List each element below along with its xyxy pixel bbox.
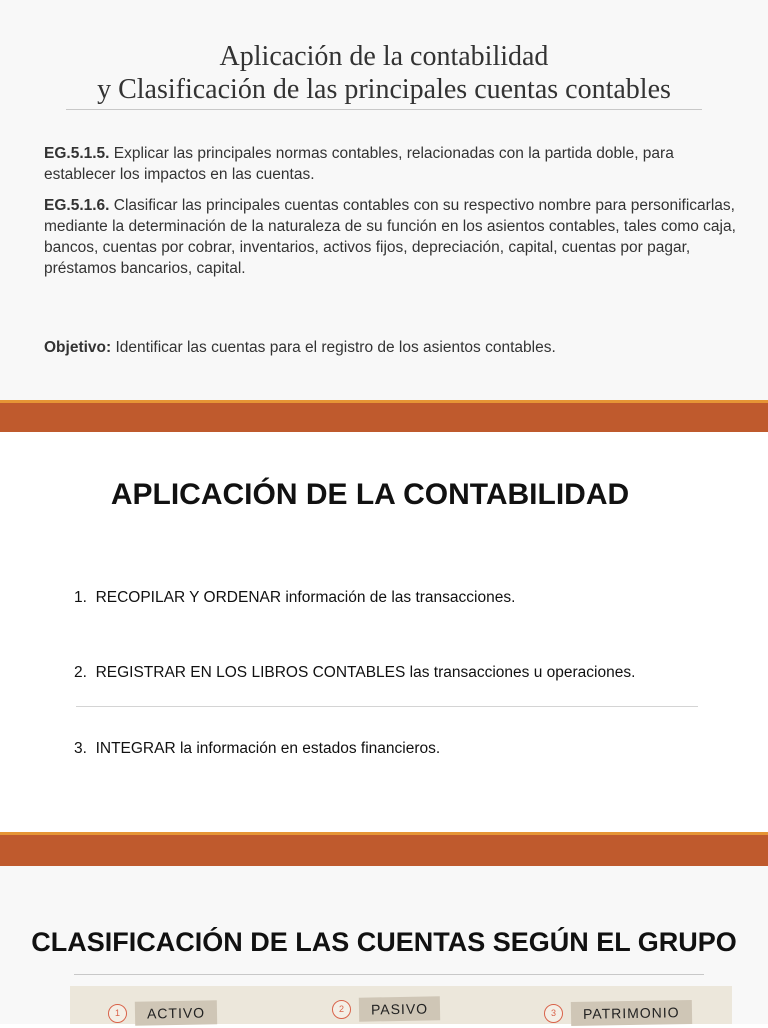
eg-515-code: EG.5.1.5. bbox=[44, 145, 110, 162]
step-item bbox=[74, 739, 440, 759]
step-number: 1. bbox=[74, 589, 87, 606]
slide-3-title: CLASIFICACIÓN DE LAS CUENTAS SEGÚN EL GRUPO bbox=[31, 927, 737, 957]
step-keyword: INTEGRAR bbox=[95, 740, 176, 757]
step-item bbox=[74, 588, 515, 608]
eg-516-text: Clasificar las principales cuentas contables con su respectivo nombre para personificarlas, mediante la determinación de la naturaleza de su función en los asientos contables, tales como caja, bancos, cuentas por cobrar, inventarios, activos fijos, depreciación, capital, cuentas por pagar, préstamos bancarios, capital. bbox=[44, 197, 736, 277]
step-text: información de las transacciones. bbox=[281, 589, 516, 606]
eg-516-code: EG.5.1.6. bbox=[44, 197, 110, 214]
title-divider bbox=[66, 109, 702, 110]
title-line-1: Aplicación de la contabilidad bbox=[219, 41, 549, 72]
step-keyword: RECOPILAR Y ORDENAR bbox=[95, 589, 282, 606]
group-number-badge: 3 bbox=[544, 1004, 563, 1023]
title-divider bbox=[74, 974, 704, 975]
step-number: 2. bbox=[74, 664, 87, 681]
eg-515-text: Explicar las principales normas contables, relacionadas con la partida doble, para establecer los impactos en las cuentas. bbox=[44, 145, 674, 183]
slide-1 bbox=[0, 0, 768, 400]
step-text: la información en estados financieros. bbox=[175, 740, 441, 757]
objective-eg-515 bbox=[44, 143, 744, 185]
objective-text: Identificar las cuentas para el registro de los asientos contables. bbox=[111, 339, 556, 356]
objective-label: Objetivo: bbox=[44, 339, 112, 356]
group-number-badge: 1 bbox=[108, 1004, 127, 1023]
group-label: PASIVO bbox=[359, 996, 441, 1021]
slide-1-title bbox=[0, 40, 768, 106]
slide-2-title: APLICACIÓN DE LA CONTABILIDAD bbox=[110, 478, 630, 511]
group-pasivo bbox=[332, 994, 440, 1024]
step-item bbox=[74, 663, 635, 683]
step-divider bbox=[76, 706, 698, 707]
group-label: PATRIMONIO bbox=[571, 1000, 692, 1026]
group-number-badge: 2 bbox=[332, 1000, 351, 1019]
title-line-2: y Clasificación de las principales cuentas contables bbox=[97, 74, 671, 105]
objective-statement bbox=[44, 337, 744, 358]
slide-separator bbox=[0, 400, 768, 432]
group-label: ACTIVO bbox=[135, 1000, 218, 1025]
step-number: 3. bbox=[74, 740, 87, 757]
step-keyword: REGISTRAR EN LOS LIBROS CONTABLES bbox=[95, 664, 406, 681]
objective-eg-516 bbox=[44, 195, 744, 279]
slide-separator bbox=[0, 832, 768, 866]
step-text: las transacciones u operaciones. bbox=[405, 664, 636, 681]
